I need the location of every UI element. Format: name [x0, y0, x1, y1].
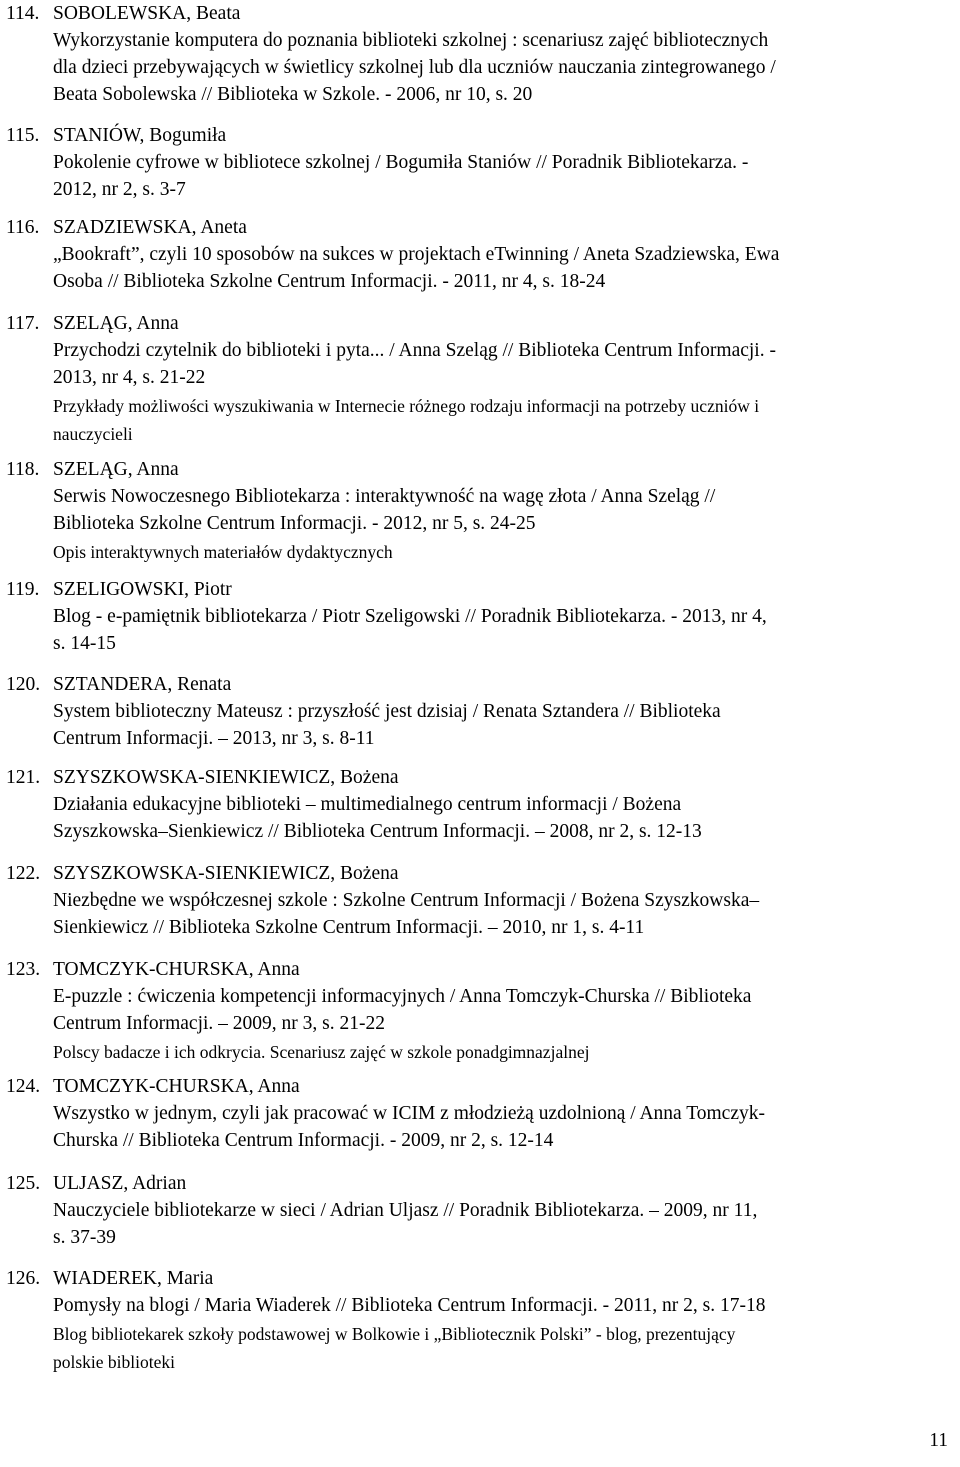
entry-citation-line: Wszystko w jednym, czyli jak pracować w ICIM z młodzieżą uzdolnioną / Anna Tomczyk- — [53, 1103, 765, 1124]
entry-author: SZELĄG, Anna — [53, 313, 179, 334]
entry-heading — [6, 122, 946, 149]
bibliography-entry — [6, 0, 946, 108]
bibliography-entry — [6, 764, 946, 845]
entry-heading — [6, 214, 946, 241]
entry-citation-line: Niezbędne we współczesnej szkole : Szkolne Centrum Informacji / Bożena Szyszkowska– — [53, 890, 760, 911]
bibliography-entry — [6, 1073, 946, 1154]
entry-heading — [6, 764, 946, 791]
entry-number: 115. — [6, 125, 40, 146]
entry-author: SZELIGOWSKI, Piotr — [53, 579, 232, 600]
entry-citation-line: 2013, nr 4, s. 21-22 — [53, 367, 206, 388]
entry-citation-line: Szyszkowska–Sienkiewicz // Biblioteka Centrum Informacji. – 2008, nr 2, s. 12-13 — [53, 821, 702, 842]
entry-citation-line: Biblioteka Szkolne Centrum Informacji. - 2012, nr 5, s. 24-25 — [53, 513, 536, 534]
entry-number: 116. — [6, 217, 40, 238]
entry-citation-line: Działania edukacyjne biblioteki – multimedialnego centrum informacji / Bożena — [53, 794, 682, 815]
entry-heading — [6, 1073, 946, 1100]
entry-heading — [6, 1170, 946, 1197]
entry-heading — [6, 310, 946, 337]
entry-heading — [6, 1265, 946, 1292]
entry-number: 126. — [6, 1268, 41, 1289]
entry-author: ULJASZ, Adrian — [53, 1173, 187, 1194]
entry-citation-line: Pokolenie cyfrowe w bibliotece szkolnej / Bogumiła Staniów // Poradnik Bibliotekarza. - — [53, 152, 749, 173]
entry-number: 122. — [6, 863, 41, 884]
bibliography-entry — [6, 1170, 946, 1251]
entry-heading — [6, 456, 946, 483]
entry-citation-line: 2012, nr 2, s. 3-7 — [53, 179, 186, 200]
entry-citation-line: s. 37-39 — [53, 1227, 116, 1248]
entry-annotation-line: nauczycieli — [53, 424, 133, 444]
entry-citation-line: System biblioteczny Mateusz : przyszłość jest dzisiaj / Renata Sztandera // Biblioteka — [53, 701, 721, 722]
entry-citation-line: Nauczyciele bibliotekarze w sieci / Adrian Uljasz // Poradnik Bibliotekarza. – 2009, nr 11, — [53, 1200, 758, 1221]
bibliography-entry — [6, 310, 946, 447]
entry-heading — [6, 576, 946, 603]
bibliography-entry — [6, 576, 946, 657]
entry-number: 125. — [6, 1173, 41, 1194]
entry-author: SZYSZKOWSKA-SIENKIEWICZ, Bożena — [53, 863, 399, 884]
entry-citation-line: E-puzzle : ćwiczenia kompetencji informacyjnych / Anna Tomczyk-Churska // Biblioteka — [53, 986, 752, 1007]
entry-number: 119. — [6, 579, 40, 600]
entry-citation-line: Centrum Informacji. – 2009, nr 3, s. 21-22 — [53, 1013, 385, 1034]
entry-number: 123. — [6, 959, 41, 980]
entry-citation-line: dla dzieci przebywających w świetlicy szkolnej lub dla uczniów nauczania zintegrowanego / — [53, 57, 776, 78]
page-number: 11 — [929, 1430, 948, 1451]
entry-citation-line: Centrum Informacji. – 2013, nr 3, s. 8-11 — [53, 728, 375, 749]
entry-number: 118. — [6, 459, 40, 480]
entry-citation-line: Serwis Nowoczesnego Bibliotekarza : interaktywność na wagę złota / Anna Szeląg // — [53, 486, 716, 507]
entry-citation-line: Osoba // Biblioteka Szkolne Centrum Informacji. - 2011, nr 4, s. 18-24 — [53, 271, 606, 292]
entry-heading — [6, 0, 946, 27]
entry-citation-line: „Bookraft”, czyli 10 sposobów na sukces w projektach eTwinning / Aneta Szadziewska, Ewa — [53, 244, 780, 265]
bibliography-entry — [6, 214, 946, 295]
entry-annotation-line: Opis interaktywnych materiałów dydaktycznych — [53, 542, 393, 562]
entry-annotation-line: polskie biblioteki — [53, 1352, 176, 1372]
entry-author: TOMCZYK-CHURSKA, Anna — [53, 959, 300, 980]
entry-author: SZTANDERA, Renata — [53, 674, 232, 695]
entry-number: 121. — [6, 767, 41, 788]
entry-citation-line: Pomysły na blogi / Maria Wiaderek // Biblioteka Centrum Informacji. - 2011, nr 2, s. 17-18 — [53, 1295, 766, 1316]
entry-author: SZADZIEWSKA, Aneta — [53, 217, 247, 238]
entry-number: 114. — [6, 3, 40, 24]
entry-heading — [6, 671, 946, 698]
entry-number: 120. — [6, 674, 41, 695]
entry-number: 117. — [6, 313, 40, 334]
entry-citation-line: Churska // Biblioteka Centrum Informacji. - 2009, nr 2, s. 12-14 — [53, 1130, 554, 1151]
entry-author: TOMCZYK-CHURSKA, Anna — [53, 1076, 300, 1097]
entry-citation-line: s. 14-15 — [53, 633, 116, 654]
bibliography-entry — [6, 860, 946, 941]
bibliography-entry — [6, 456, 946, 565]
bibliography-entry — [6, 671, 946, 752]
entry-author: STANIÓW, Bogumiła — [53, 125, 227, 146]
entry-heading — [6, 956, 946, 983]
entry-annotation-line: Blog bibliotekarek szkoły podstawowej w Bolkowie i „Bibliotecznik Polski” - blog, prezentujący — [53, 1324, 736, 1344]
entry-citation-line: Wykorzystanie komputera do poznania biblioteki szkolnej : scenariusz zajęć bibliotecznych — [53, 30, 769, 51]
entry-citation-line: Beata Sobolewska // Biblioteka w Szkole. - 2006, nr 10, s. 20 — [53, 84, 533, 105]
entry-citation-line: Przychodzi czytelnik do biblioteki i pyta... / Anna Szeląg // Biblioteka Centrum Informacji. - — [53, 340, 776, 361]
entry-citation-line: Sienkiewicz // Biblioteka Szkolne Centrum Informacji. – 2010, nr 1, s. 4-11 — [53, 917, 645, 938]
entry-author: SZYSZKOWSKA-SIENKIEWICZ, Bożena — [53, 767, 399, 788]
bibliography-entry — [6, 122, 946, 203]
entry-annotation-line: Polscy badacze i ich odkrycia. Scenariusz zajęć w szkole ponadgimnazjalnej — [53, 1042, 590, 1062]
entry-citation-line: Blog - e-pamiętnik bibliotekarza / Piotr Szeligowski // Poradnik Bibliotekarza. - 2013, nr 4, — [53, 606, 767, 627]
entry-number: 124. — [6, 1076, 41, 1097]
bibliography-entry — [6, 956, 946, 1065]
entry-author: SZELĄG, Anna — [53, 459, 179, 480]
bibliography-entry — [6, 1265, 946, 1375]
entry-author: WIADEREK, Maria — [53, 1268, 214, 1289]
entry-annotation-line: Przykłady możliwości wyszukiwania w Internecie różnego rodzaju informacji na potrzeby uczniów i — [53, 396, 760, 416]
entry-heading — [6, 860, 946, 887]
entry-author: SOBOLEWSKA, Beata — [53, 3, 241, 24]
